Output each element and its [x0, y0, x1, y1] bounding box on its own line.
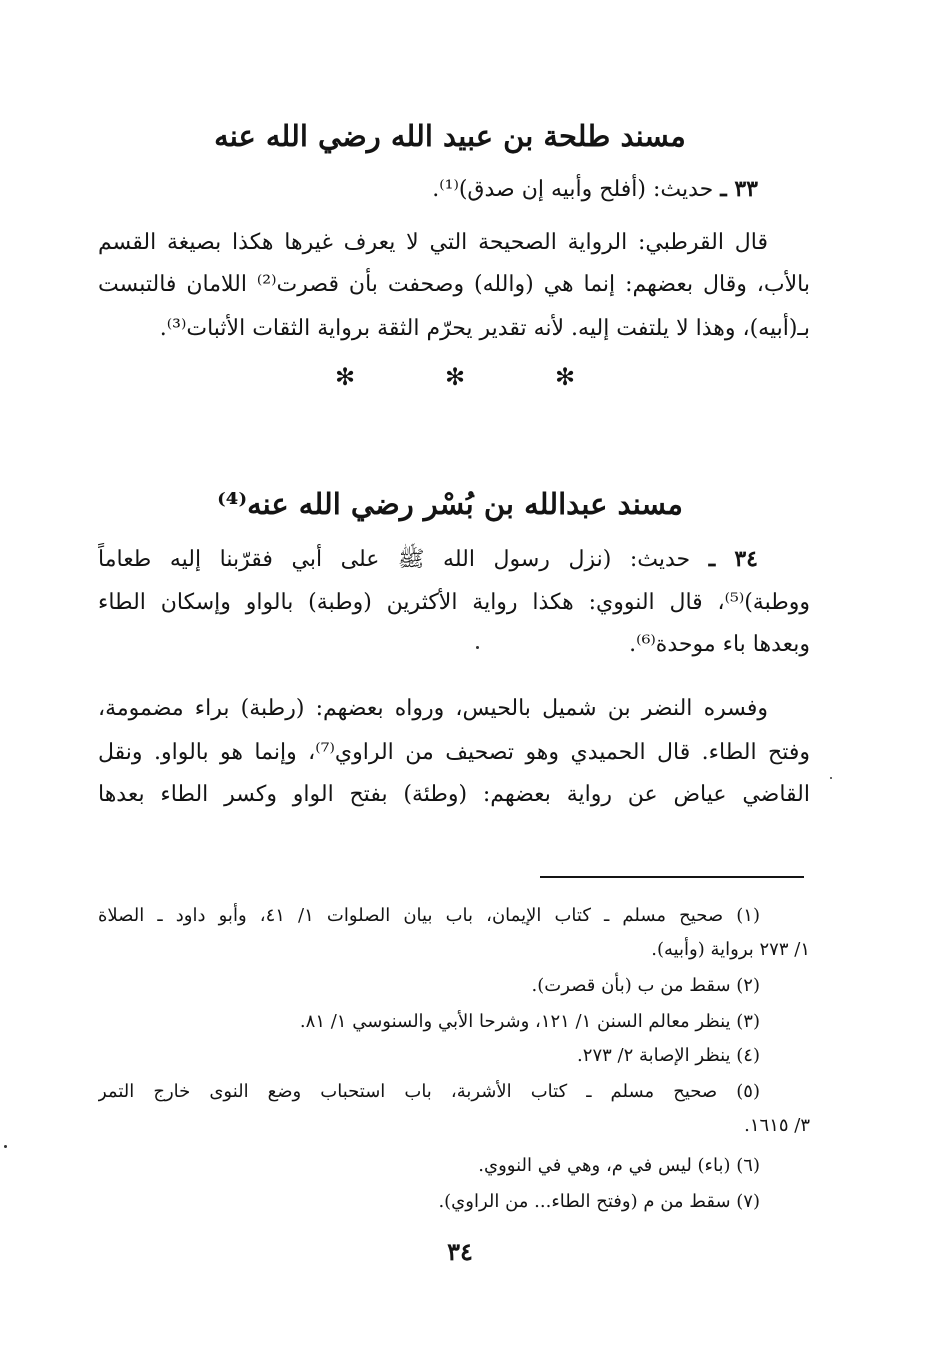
hadith-line: ووطبة)⁽⁵⁾، قال النووي: هكذا رواية الأكثرين (وطبة) بالواو وإسكان الطاء [98, 590, 810, 615]
section-heading-talha: مسند طلحة بن عبيد الله رضي الله عنه [214, 119, 686, 153]
paragraph-line: القاضي عياض عن رواية بعضهم: (وطئة) بفتح الواو وكسر الطاء بعدها [98, 782, 810, 807]
footnote-line: (٢) سقط من ب (بأن قصرت). [531, 975, 760, 996]
footnote-line: (٣) ينظر معالم السنن ١/ ١٢١، وشرحا الأبي والسنوسي ١/ ٨١. [299, 1011, 760, 1032]
scan-speck [830, 777, 832, 779]
footnote-line: (٧) سقط من م (وفتح الطاء... من الراوي). [438, 1191, 760, 1212]
paragraph-line: وفتح الطاء. قال الحميدي وهو تصحيف من الراوي⁽⁷⁾، وإنما هو بالواو. ونقل [98, 740, 810, 765]
paragraph-line: قال القرطبي: الرواية الصحيحة التي لا يعرف غيرها هكذا بصيغة القسم [98, 230, 768, 255]
footnote-line: (١) صحيح مسلم ـ كتاب الإيمان، باب بيان الصلوات ١/ ٤١، وأبو داود ـ الصلاة [98, 905, 760, 926]
page-number: ٣٤ [447, 1237, 473, 1266]
paragraph-line: بـ(أبيه)، وهذا لا يلتفت إليه. لأنه تقدير يحرّم الثقة برواية الثقات الأثبات⁽³⁾. [159, 316, 810, 341]
separator-ornament: ✻ [444, 363, 466, 391]
scan-speck [476, 646, 479, 649]
section-heading-abdullah-busr: مسند عبدالله بن بُسْر رضي الله عنه⁽⁴⁾ [217, 487, 683, 521]
hadith-text: حديث: (نزل رسول الله ﷺ على أبي فقرّبنا إليه طعاماً [98, 547, 691, 572]
hadith-34-line [98, 542, 810, 577]
hadith-line: وبعدها باء موحدة⁽⁶⁾. [629, 632, 810, 657]
footnote-line: (٥) صحيح مسلم ـ كتاب الأشربة، باب استحباب وضع النوى خارج التمر [98, 1081, 760, 1102]
footnote-rule [540, 876, 804, 878]
hadith-number: ٣٤ ـ [708, 546, 758, 572]
footnote-line: (٦) (باء) ليس في م، وهي في النووي. [478, 1155, 760, 1176]
separator-ornament: ✻ [554, 363, 576, 391]
separator-ornament: ✻ [334, 363, 356, 391]
section-separator [330, 362, 580, 392]
footnote-line: (٤) ينظر الإصابة ٢/ ٢٧٣. [577, 1045, 760, 1066]
paragraph-line: بالأب، وقال بعضهم: إنما هي (والله) وصحفت بأن قصرت⁽²⁾ اللامان فالتبست [98, 272, 810, 297]
hadith-number: ٣٣ ـ [720, 176, 758, 202]
footnote-line: ٣/ ١٦١٥. [744, 1115, 810, 1136]
hadith-text: حديث: (أفلح وأبيه إن صدق)⁽¹⁾. [432, 177, 714, 202]
paragraph-line: وفسره النضر بن شميل بالحيس، ورواه بعضهم: (رطبة) براء مضمومة، [98, 696, 768, 721]
hadith-33-line [98, 172, 810, 207]
footnote-line: ١/ ٢٧٣ برواية (وأبيه). [651, 939, 810, 960]
scan-speck [4, 1145, 7, 1148]
